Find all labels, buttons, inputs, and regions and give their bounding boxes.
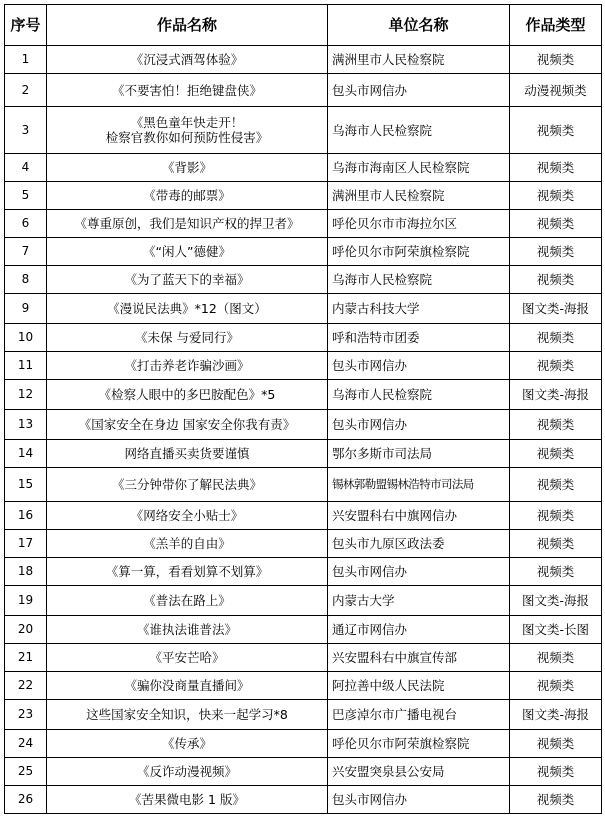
title-line: 《“闲人”德健》 [143, 244, 231, 259]
table-row [5, 644, 602, 672]
header-title: 作品名称 [47, 5, 328, 46]
cell-unit: 兴安盟科右中旗宣传部 [328, 644, 510, 672]
cell-type: 视频类 [510, 352, 602, 380]
cell-type: 视频类 [510, 46, 602, 74]
title-line: 《反诈动漫视频》 [136, 764, 237, 779]
cell-title [47, 74, 328, 107]
table-row [5, 352, 602, 380]
header-unit: 单位名称 [328, 5, 510, 46]
cell-unit: 乌海市海南区人民检察院 [328, 154, 510, 182]
cell-no: 1 [5, 46, 47, 74]
cell-type: 视频类 [510, 324, 602, 352]
cell-type: 视频类 [510, 266, 602, 294]
table-row [5, 324, 602, 352]
cell-title [47, 644, 328, 672]
cell-unit: 内蒙古科技大学 [328, 294, 510, 324]
cell-no: 15 [5, 468, 47, 502]
table-row [5, 672, 602, 700]
cell-no: 8 [5, 266, 47, 294]
cell-unit: 包头市网信办 [328, 352, 510, 380]
cell-no: 6 [5, 210, 47, 238]
title-line: 《带毒的邮票》 [143, 188, 231, 203]
cell-title [47, 672, 328, 700]
cell-no: 4 [5, 154, 47, 182]
cell-unit: 呼伦贝尔市阿荣旗检察院 [328, 730, 510, 758]
cell-unit: 包头市网信办 [328, 410, 510, 440]
title-line: 《骗你没商量直播间》 [124, 678, 250, 693]
works-table [4, 4, 602, 814]
table-row [5, 266, 602, 294]
title-line: 《打击养老诈骗沙画》 [124, 358, 250, 373]
cell-unit: 兴安盟突泉县公安局 [328, 758, 510, 786]
cell-no: 22 [5, 672, 47, 700]
table-row [5, 410, 602, 440]
cell-type: 视频类 [510, 644, 602, 672]
table-row [5, 74, 602, 107]
cell-type: 视频类 [510, 410, 602, 440]
cell-title [47, 410, 328, 440]
table-row [5, 502, 602, 530]
cell-type: 图文类-海报 [510, 380, 602, 410]
cell-no: 12 [5, 380, 47, 410]
table-row [5, 440, 602, 468]
cell-type: 视频类 [510, 558, 602, 586]
cell-unit: 鄂尔多斯市司法局 [328, 440, 510, 468]
title-line: 《谁执法谁普法》 [136, 622, 237, 637]
cell-no: 9 [5, 294, 47, 324]
table-row [5, 182, 602, 210]
cell-unit: 呼和浩特市团委 [328, 324, 510, 352]
cell-title [47, 210, 328, 238]
cell-no: 23 [5, 700, 47, 730]
title-line: 《网络安全小贴士》 [130, 508, 244, 523]
title-line: 《漫说民法典》*12（图文） [107, 301, 267, 316]
title-line: 《三分钟带你了解民法典》 [111, 477, 262, 492]
cell-no: 25 [5, 758, 47, 786]
table-row [5, 758, 602, 786]
cell-title [47, 758, 328, 786]
cell-unit: 呼伦贝尔市阿荣旗检察院 [328, 238, 510, 266]
cell-type: 视频类 [510, 182, 602, 210]
cell-no: 26 [5, 786, 47, 814]
cell-no: 10 [5, 324, 47, 352]
title-line: 《背影》 [161, 160, 212, 175]
cell-type: 视频类 [510, 502, 602, 530]
cell-no: 14 [5, 440, 47, 468]
title-line: 《未保 与爱同行》 [135, 330, 239, 345]
cell-title [47, 558, 328, 586]
cell-unit: 乌海市人民检察院 [328, 107, 510, 154]
table-row [5, 154, 602, 182]
cell-no: 19 [5, 586, 47, 616]
cell-no: 7 [5, 238, 47, 266]
cell-unit: 满洲里市人民检察院 [328, 46, 510, 74]
title-line: 《沉浸式酒驾体验》 [130, 52, 244, 67]
table-row [5, 586, 602, 616]
cell-unit: 包头市网信办 [328, 558, 510, 586]
cell-title [47, 352, 328, 380]
title-line: 《国家安全在身边 国家安全你我有责》 [78, 417, 296, 432]
cell-no: 3 [5, 107, 47, 154]
table-row [5, 107, 602, 154]
cell-unit: 锡林郭勒盟锡林浩特市司法局 [328, 468, 510, 502]
cell-type: 视频类 [510, 440, 602, 468]
title-line: 网络直播买卖货要谨慎 [124, 446, 250, 461]
title-line: 《平安芒哈》 [149, 650, 225, 665]
cell-type: 图文类-海报 [510, 294, 602, 324]
cell-title [47, 324, 328, 352]
cell-title [47, 154, 328, 182]
cell-title [47, 586, 328, 616]
cell-type: 图文类-海报 [510, 700, 602, 730]
cell-title [47, 440, 328, 468]
cell-type: 视频类 [510, 468, 602, 502]
title-line: 《黑色童年快走开！ [130, 115, 244, 130]
cell-no: 13 [5, 410, 47, 440]
cell-title [47, 616, 328, 644]
cell-title [47, 530, 328, 558]
cell-no: 5 [5, 182, 47, 210]
table-row [5, 210, 602, 238]
cell-title [47, 700, 328, 730]
title-line: 《普法在路上》 [143, 593, 231, 608]
table-row [5, 700, 602, 730]
title-line: 《羔羊的自由》 [143, 536, 231, 551]
title-line: 《为了蓝天下的幸福》 [124, 272, 250, 287]
title-line: 《不要害怕！拒绝键盘侠》 [111, 82, 262, 98]
cell-unit: 呼伦贝尔市市海拉尔区 [328, 210, 510, 238]
title-line: 《传承》 [161, 736, 212, 751]
table-row [5, 46, 602, 74]
cell-title [47, 380, 328, 410]
cell-no: 17 [5, 530, 47, 558]
table-row [5, 238, 602, 266]
cell-type: 动漫视频类 [510, 74, 602, 107]
cell-title [47, 107, 328, 154]
cell-title [47, 266, 328, 294]
cell-title [47, 294, 328, 324]
cell-title [47, 730, 328, 758]
cell-unit: 兴安盟科右中旗网信办 [328, 502, 510, 530]
table-row [5, 468, 602, 502]
cell-unit: 乌海市人民检察院 [328, 380, 510, 410]
cell-unit: 内蒙古大学 [328, 586, 510, 616]
cell-type: 视频类 [510, 786, 602, 814]
header-row [5, 5, 602, 46]
cell-type: 视频类 [510, 730, 602, 758]
title-line: 《尊重原创，我们是知识产权的捍卫者》 [74, 216, 300, 231]
cell-unit: 满洲里市人民检察院 [328, 182, 510, 210]
table-row [5, 786, 602, 814]
table-body [5, 46, 602, 814]
cell-unit: 通辽市网信办 [328, 616, 510, 644]
cell-no: 16 [5, 502, 47, 530]
cell-unit: 包头市九原区政法委 [328, 530, 510, 558]
title-line: 《算一算，看看划算不划算》 [105, 564, 269, 579]
table-row [5, 380, 602, 410]
cell-no: 18 [5, 558, 47, 586]
cell-no: 11 [5, 352, 47, 380]
cell-unit: 包头市网信办 [328, 786, 510, 814]
table-row [5, 616, 602, 644]
cell-unit: 乌海市人民检察院 [328, 266, 510, 294]
table-row [5, 294, 602, 324]
cell-no: 21 [5, 644, 47, 672]
cell-type: 视频类 [510, 210, 602, 238]
title-line: 检察官教你如何预防性侵害》 [105, 130, 269, 145]
table-row [5, 558, 602, 586]
title-line: 这些国家安全知识，快来一起学习*8 [86, 707, 288, 722]
cell-title [47, 786, 328, 814]
header-no: 序号 [5, 5, 47, 46]
cell-type: 视频类 [510, 672, 602, 700]
cell-title [47, 468, 328, 502]
cell-type: 图文类-长图 [510, 616, 602, 644]
table-row [5, 730, 602, 758]
title-line: 《苦果微电影 1 版》 [129, 792, 245, 807]
cell-type: 视频类 [510, 107, 602, 154]
cell-unit: 巴彦淖尔市广播电视台 [328, 700, 510, 730]
cell-type: 视频类 [510, 758, 602, 786]
cell-title [47, 46, 328, 74]
cell-no: 24 [5, 730, 47, 758]
cell-no: 20 [5, 616, 47, 644]
title-line: 《检察人眼中的多巴胺配色》*5 [98, 387, 276, 402]
cell-no: 2 [5, 74, 47, 107]
cell-unit: 阿拉善中级人民法院 [328, 672, 510, 700]
cell-type: 视频类 [510, 154, 602, 182]
cell-title [47, 502, 328, 530]
cell-type: 视频类 [510, 530, 602, 558]
cell-title [47, 238, 328, 266]
header-type: 作品类型 [510, 5, 602, 46]
cell-type: 视频类 [510, 238, 602, 266]
cell-type: 图文类-海报 [510, 586, 602, 616]
cell-unit: 包头市网信办 [328, 74, 510, 107]
table-row [5, 530, 602, 558]
cell-title [47, 182, 328, 210]
